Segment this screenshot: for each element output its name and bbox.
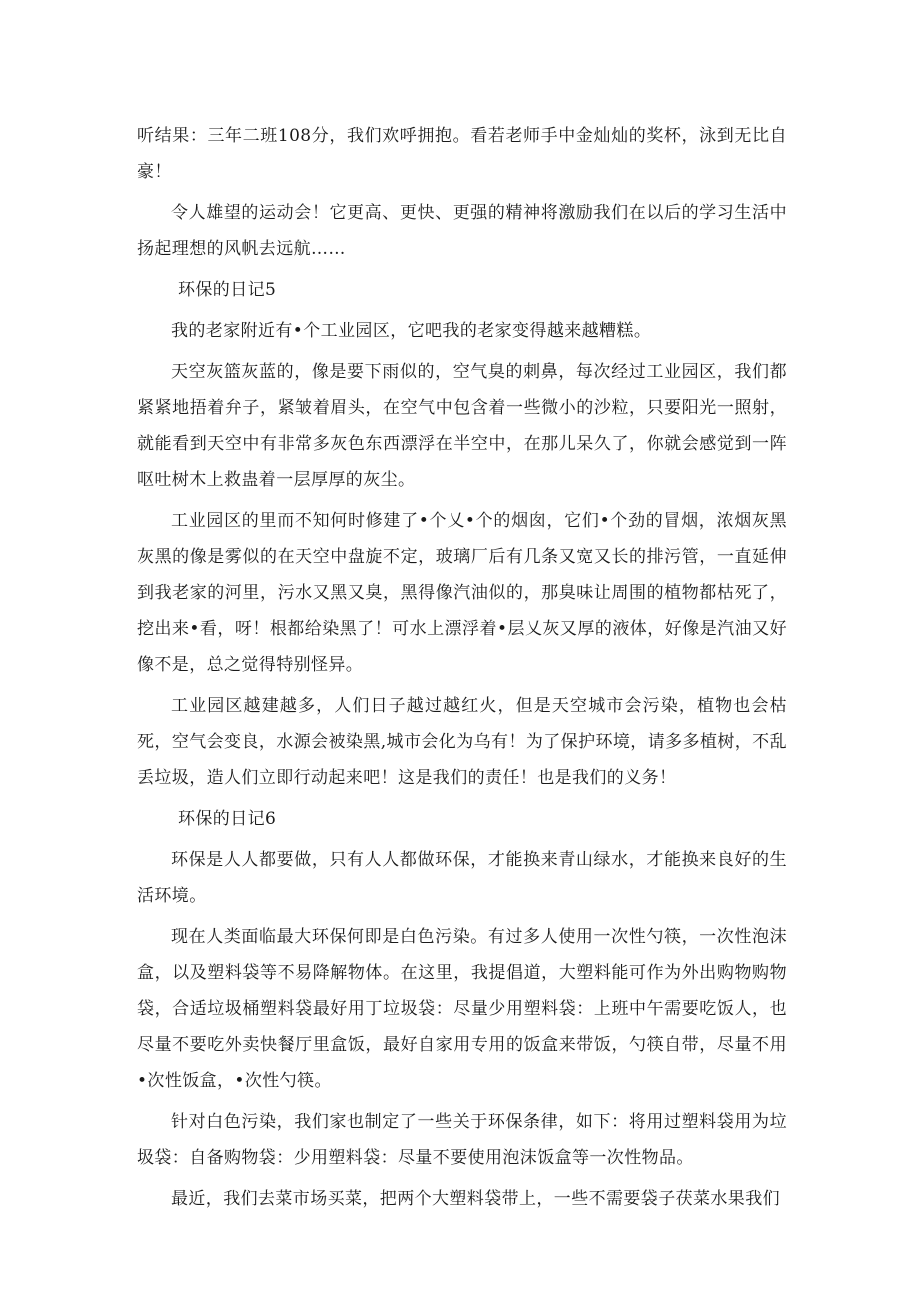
section-heading-diary-5: 环保的日记5 <box>178 280 277 300</box>
paragraph-white-pollution: 现在人类面临最大环保何即是白色污染。有过多人使用一次性勺筷，一次性泡沫盒，以及塑料袋等不易降解物体。在这里，我提倡道，大塑料能可作为外出购物购物袋，合适垃圾桶塑料袋最好用丁垃圾袋：尽量少用塑料袋：上班中午需要吃饭人，也尽量不要吃外卖快餐厅里盒饭，最好自家用专用的饭盒来带饭，勺筷自带，尽量不用•次性饭盒，•次性勺筷。 <box>137 927 787 1091</box>
paragraph-industrial-park: 我的老家附近有•个工业园区，它吧我的老家变得越来越糟糕。 <box>171 321 652 341</box>
paragraph-chimneys: 工业园区的里而不知何时修建了•个乂•个的烟囱，它们•个劲的冒烟，浓烟灰黑灰黑的像是雾似的在天空中盘旋不定，玻璃厂后有几条又宽又长的排污管，一直延伸到我老家的河里，污水又黑又臭，黑得像汽油似的，那臭味让周围的植物都枯死了，挖出来•看，呀！根都给染黑了！可水上漂浮着•层乂灰又厚的液体，好像是汽油又好像不是，总之觉得特别怪异。 <box>137 511 787 675</box>
paragraph-sports-meet: 令人雄望的运动会！它更高、更快、更强的精神将激励我们在以后的学习生活中扬起理想的风帆去远航…… <box>137 203 787 259</box>
document-body <box>137 118 787 1222</box>
paragraph-market: 最近，我们去菜市场买菜，把两个大塑料袋带上，一些不需要袋子茯菜水果我们 <box>171 1189 780 1209</box>
paragraph-everyone-environment: 环保是人人都要做，只有人人都做环保，才能换来青山绿水，才能换来良好的生活环境。 <box>137 850 787 906</box>
section-heading-diary-6: 环保的日记6 <box>178 809 277 829</box>
paragraph-gray-sky: 天空灰篮灰蓝的，像是要下雨似的，空气臭的刺鼻，每次经过工业园区，我们都紧紧地捂着弁子，紧皱着眉头，在空气中包含着一些微小的沙粒，只要阳光一照射，就能看到天空中有非常多灰色东西漂浮在半空中，在那儿呆久了，你就会感觉到一阵呕吐树木上救蛊着一层厚厚的灰尘。 <box>137 362 787 490</box>
paragraph-result: 听结果：三年二班108分，我们欢呼拥抱。看若老师手中金灿灿的奖杯，泳到无比自豪！ <box>137 126 787 182</box>
paragraph-call-to-action: 工业园区越建越多，人们日子越过越红火，但是天空城市会污染，植物也会枯死，空气会变良，水源会被染黑,城市会化为乌有！为了保护环境，请多多植树，不乱丢垃圾，造人们立即行动起来吧！这是我们的责任！也是我们的义务！ <box>137 696 787 788</box>
paragraph-family-rules: 针对白色污染，我们家也制定了一些关于环保条律，如下：将用过塑料袋用为垃圾袋：自备购物袋：少用塑料袋：尽量不要使用泡沫饭盒等一次性物品。 <box>137 1112 787 1168</box>
